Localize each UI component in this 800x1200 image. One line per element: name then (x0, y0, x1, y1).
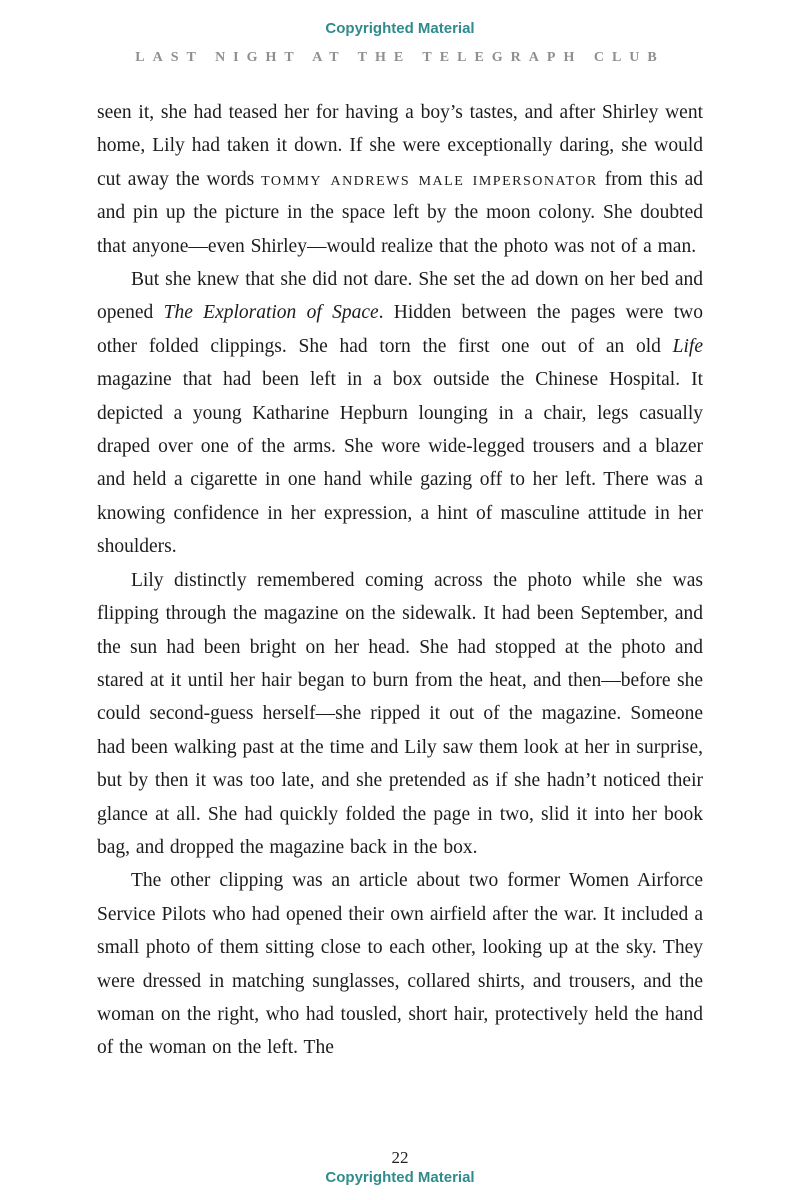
copyright-notice-top: Copyrighted Material (325, 20, 475, 37)
page-footer (0, 1148, 800, 1186)
running-header: LAST NIGHT AT THE TELEGRAPH CLUB (135, 50, 665, 65)
paragraph (97, 96, 703, 263)
italic-text: The Exploration of Space (163, 302, 379, 324)
paragraph (97, 564, 703, 865)
text-run: Lily distinctly remembered coming across the photo while she was flipping through the magazine on the sidewalk. It had been September, and the sun had been bright on her head. She had stopped at the photo and stared at it until her hair began to burn from the heat, and then—before she could second-guess herself—she ripped it out of the magazine. Someone had been walking past at the time and Lily saw them look at her in surprise, but by then it was too late, and she pretended as if she hadn’t noticed their glance at all. She had quickly folded the page in two, slid it into her book bag, and dropped the magazine back in the box. (97, 569, 703, 858)
text-run: magazine that had been left in a box outside the Chinese Hospital. It depicted a young Katharine Hepburn lounging in a chair, legs casually draped over one of the arms. She wore wide-legged trousers and a blazer and held a cigarette in one hand while gazing off to her left. There was a knowing confidence in her expression, a hint of masculine attitude in her shoulders. (97, 369, 703, 558)
copyright-notice-bottom: Copyrighted Material (325, 1169, 475, 1186)
text-run: The other clipping was an article about two former Women Airforce Service Pilots who had opened their own airfield after the war. It included a small photo of them sitting close to each other, looking up at the sky. They were dressed in matching sunglasses, collared shirts, and trousers, and the woman on the right, who had tousled, short hair, protectively held the hand of the woman on the left. The (97, 870, 703, 1059)
paragraph (97, 263, 703, 564)
italic-text: Life (672, 335, 703, 357)
text-run: But she knew that she did not dare. She set the ad down on her bed and opened (97, 269, 703, 324)
smallcaps-text: tommy andrews male impersonator (261, 168, 598, 190)
page-number: 22 (391, 1148, 409, 1167)
text-run: . Hidden between the pages were two other folded clippings. She had torn the first one out of an old (97, 302, 704, 357)
body-text (97, 96, 703, 1065)
text-run: from this ad and pin up the picture in the space left by the moon colony. She doubted that anyone—even Shirley—would realize that the photo was not of a man. (97, 168, 704, 257)
paragraph (97, 864, 703, 1064)
text-run: seen it, she had teased her for having a boy’s tastes, and after Shirley went home, Lily had taken it down. If she were exceptionally daring, she would cut away the words (97, 102, 703, 190)
